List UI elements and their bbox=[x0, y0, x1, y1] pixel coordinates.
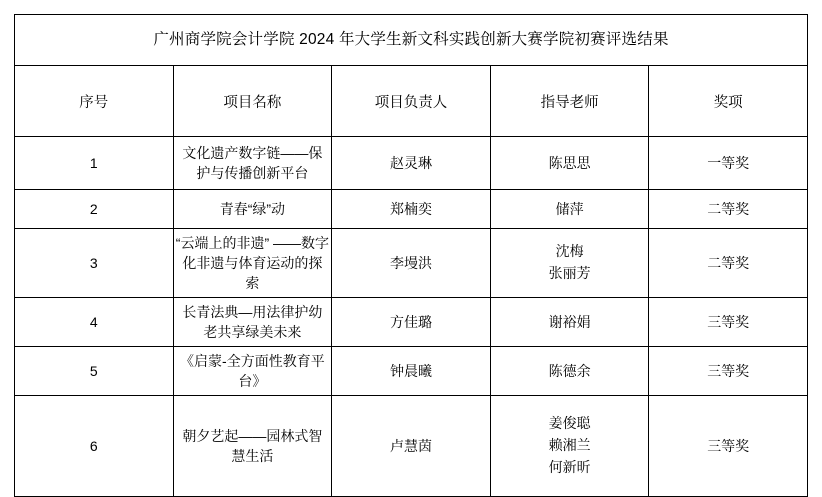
row-leader: 钟晨曦 bbox=[332, 347, 491, 396]
table-row bbox=[15, 190, 808, 229]
column-header-leader: 项目负责人 bbox=[332, 66, 491, 137]
column-header-award: 奖项 bbox=[649, 66, 808, 137]
row-leader: 赵灵琳 bbox=[332, 137, 491, 190]
row-award: 二等奖 bbox=[649, 190, 808, 229]
row-award: 三等奖 bbox=[649, 396, 808, 497]
award-results-table bbox=[14, 14, 808, 497]
row-project: 青春“绿”动 bbox=[173, 190, 332, 229]
table-row bbox=[15, 298, 808, 347]
row-award: 三等奖 bbox=[649, 298, 808, 347]
row-leader: 卢慧茵 bbox=[332, 396, 491, 497]
table-title-row bbox=[15, 15, 808, 66]
row-leader: 郑楠奕 bbox=[332, 190, 491, 229]
row-no: 4 bbox=[15, 298, 174, 347]
row-no: 2 bbox=[15, 190, 174, 229]
row-no: 5 bbox=[15, 347, 174, 396]
row-teacher: 姜俊聪 赖湘兰 何新昕 bbox=[490, 396, 649, 497]
table-header-row bbox=[15, 66, 808, 137]
row-teacher: 谢裕娟 bbox=[490, 298, 649, 347]
table-row bbox=[15, 229, 808, 298]
row-project: 文化遗产数字链——保护与传播创新平台 bbox=[173, 137, 332, 190]
column-header-project: 项目名称 bbox=[173, 66, 332, 137]
row-project: 朝夕艺起——园林式智慧生活 bbox=[173, 396, 332, 497]
row-teacher: 储萍 bbox=[490, 190, 649, 229]
row-award: 二等奖 bbox=[649, 229, 808, 298]
row-teacher: 陈德余 bbox=[490, 347, 649, 396]
row-project: 长青法典—用法律护幼老共享绿美未来 bbox=[173, 298, 332, 347]
row-no: 3 bbox=[15, 229, 174, 298]
table-row bbox=[15, 396, 808, 497]
row-leader: 方佳璐 bbox=[332, 298, 491, 347]
table-row bbox=[15, 347, 808, 396]
row-no: 1 bbox=[15, 137, 174, 190]
row-project: “云端上的非遗” ——数字化非遗与体育运动的探索 bbox=[173, 229, 332, 298]
row-award: 三等奖 bbox=[649, 347, 808, 396]
column-header-no: 序号 bbox=[15, 66, 174, 137]
table-row bbox=[15, 137, 808, 190]
row-teacher: 沈梅 张丽芳 bbox=[490, 229, 649, 298]
column-header-teacher: 指导老师 bbox=[490, 66, 649, 137]
row-teacher: 陈思思 bbox=[490, 137, 649, 190]
row-award: 一等奖 bbox=[649, 137, 808, 190]
row-project: 《启蒙-全方面性教育平台》 bbox=[173, 347, 332, 396]
document-title: 广州商学院会计学院 2024 年大学生新文科实践创新大赛学院初赛评选结果 bbox=[15, 15, 808, 66]
row-no: 6 bbox=[15, 396, 174, 497]
row-leader: 李墁洪 bbox=[332, 229, 491, 298]
